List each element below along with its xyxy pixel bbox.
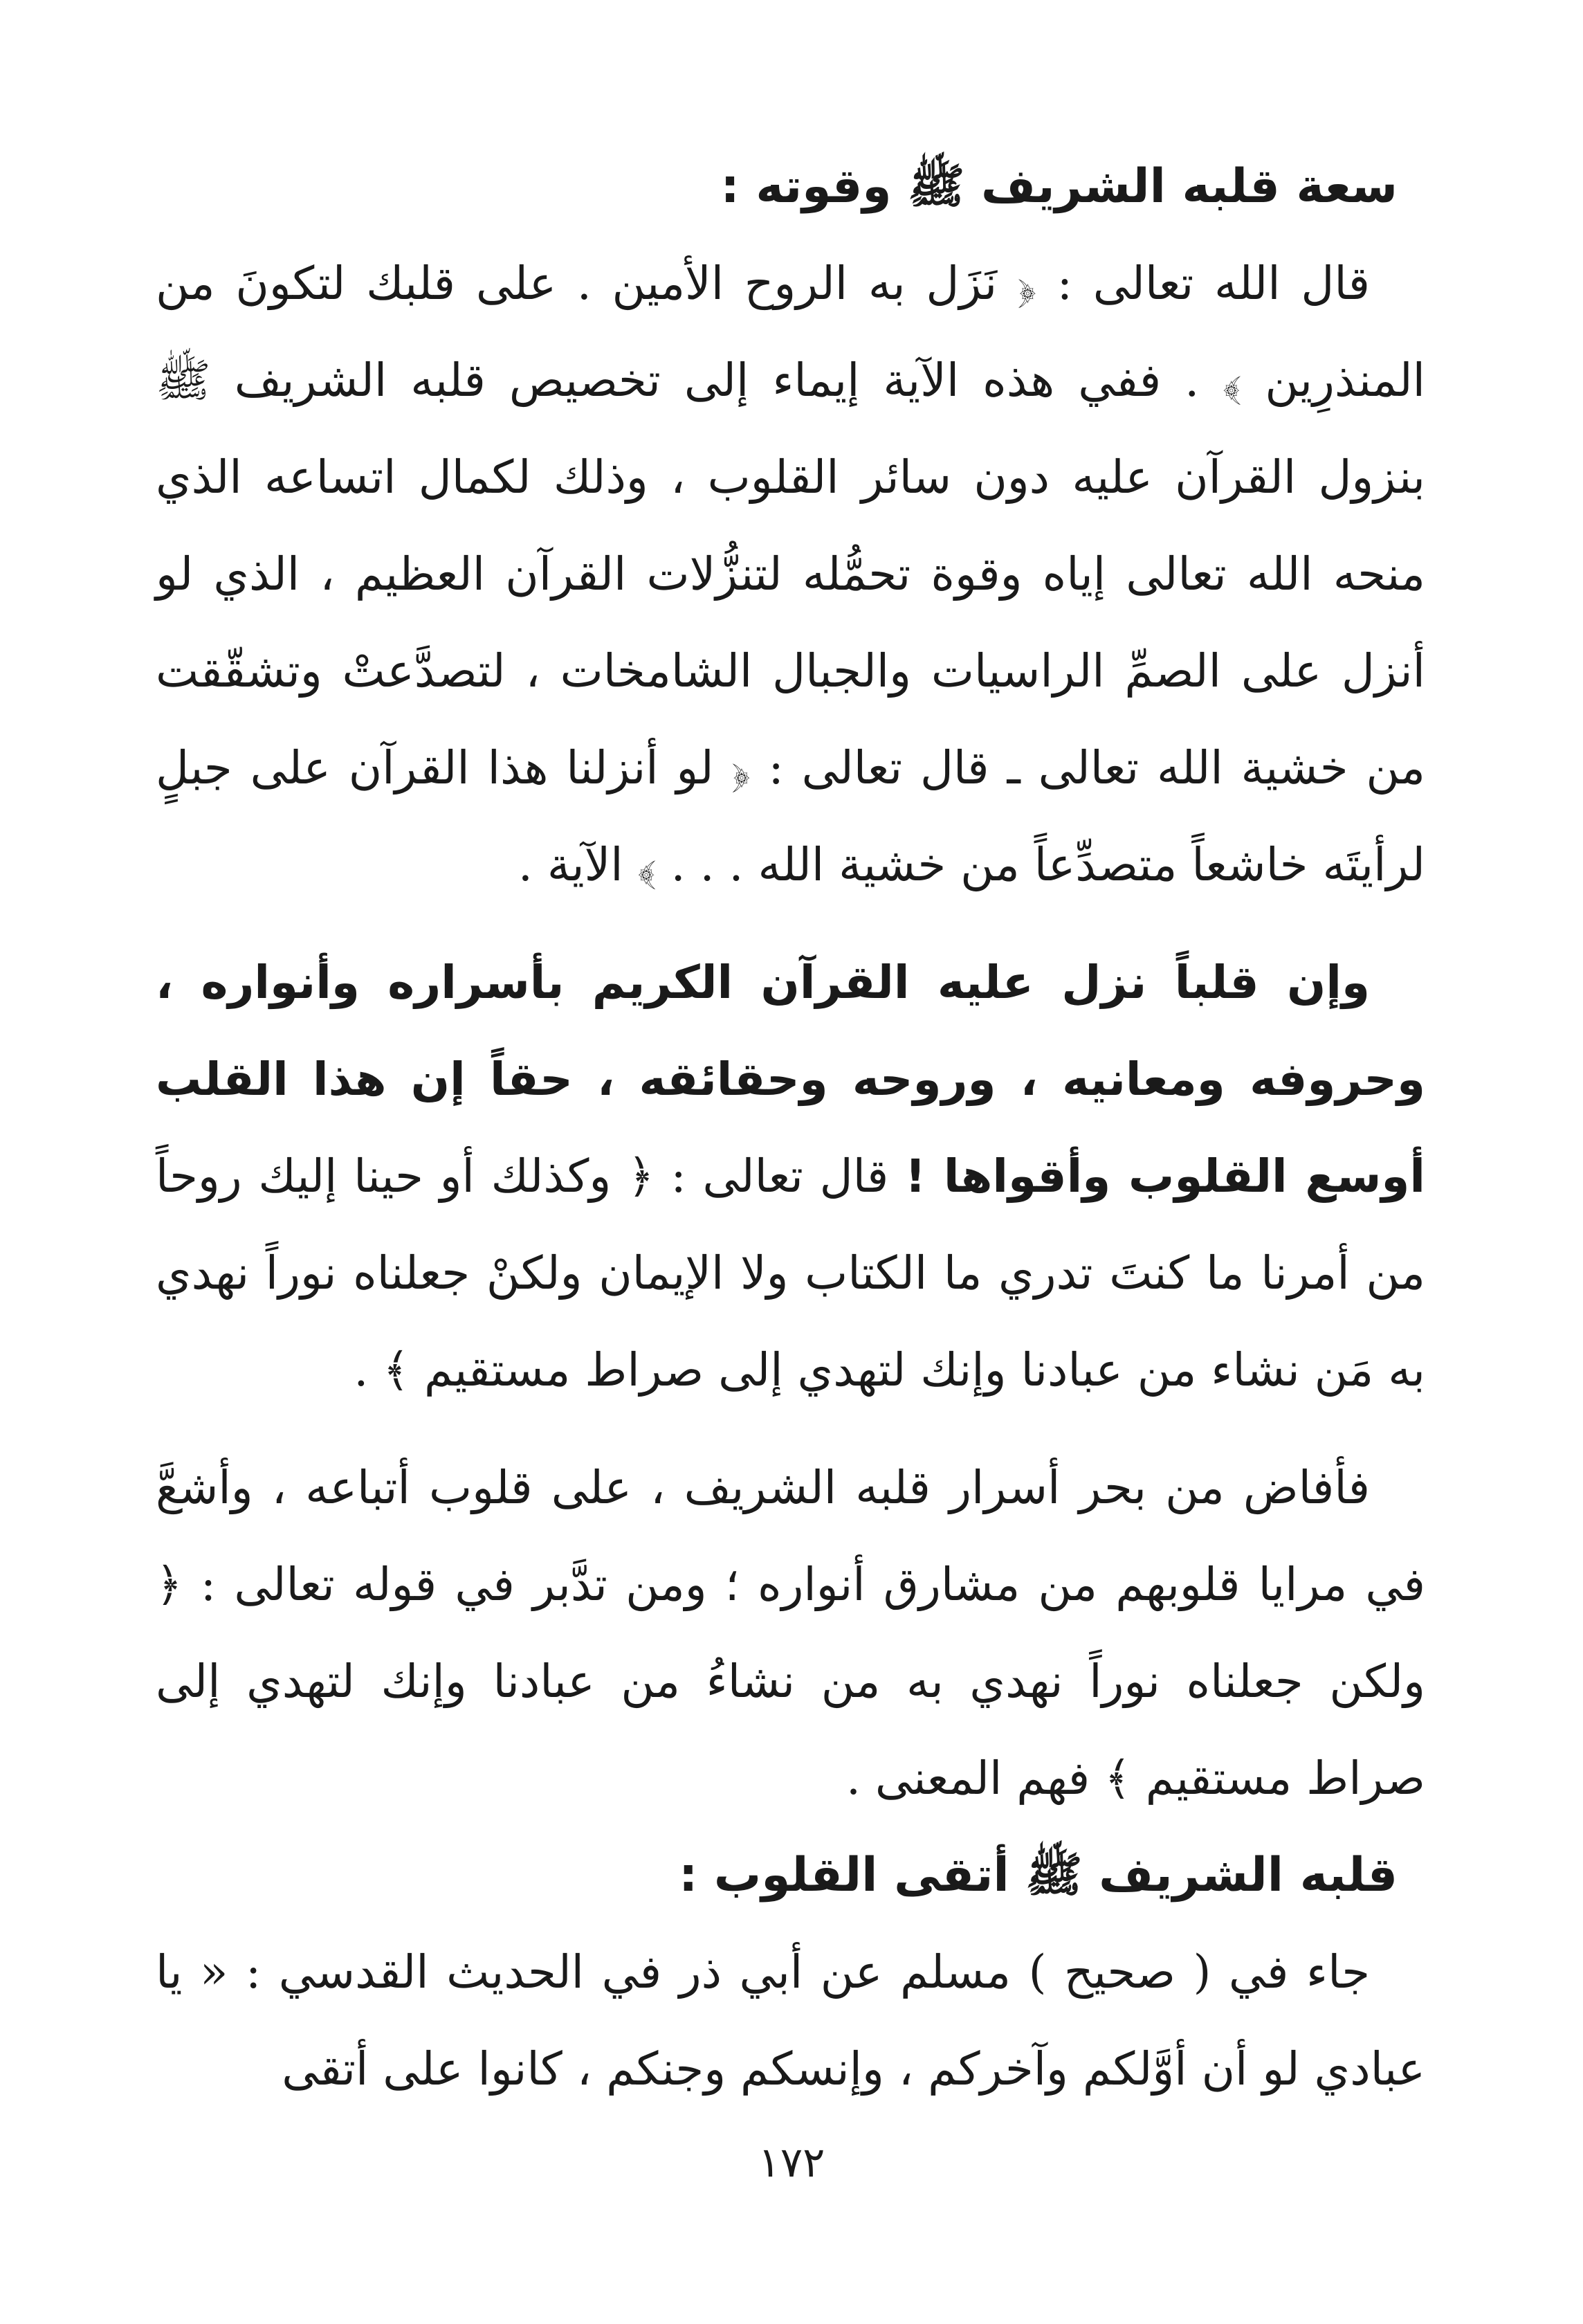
section-heading-heart-capacity: سعة قلبه الشريف ﷺ وقوته : bbox=[720, 159, 1398, 214]
section-heading-most-pious-heart: قلبه الشريف ﷺ أتقى القلوب : bbox=[679, 1848, 1398, 1903]
page-number: ١٧٢ bbox=[758, 2139, 825, 2187]
paragraph-light-of-heart: فأفاض من بحر أسرار قلبه الشريف ، على قلوب أتباعه ، وأشعَّ في مرايا قلوبهم من مشارق أنواره ؛ ومن تدَّبر في قوله تعالى : ﴿ ولكن جعلناه نوراً نهدي به من نشاءُ من عبادنا وإنك لتهدي إلى صراط مستقيم ﴾ فهم المعنى . bbox=[156, 1461, 1425, 1805]
paragraph-hadith-qudsi: جاء في ( صحيح ) مسلم عن أبي ذر في الحديث القدسي : « يا عبادي لو أن أوَّلكم وآخركم ، وإنسكم وجنكم ، كانوا على أتقى bbox=[156, 1945, 1425, 2096]
paragraph-quran-revelation: قال الله تعالى : ﴿ نَزَل به الروح الأمين . على قلبك لتكونَ من المنذرِين ﴾ . ففي هذه الآية إيماء إلى تخصيص قلبه الشريف ﷺ بنزول القرآن عليه دون سائر القلوب ، وذلك لكمال اتساعه الذي منحه الله تعالى إياه وقوة تحمُّله لتنزُّلات القرآن العظيم ، الذي لو أنزل على الصمِّ الراسيات والجبال الشامخات ، لتصدَّعتْ وتشقّقت من خشية الله تعالى ـ قال تعالى : ﴿ لو أنزلنا هذا القرآن على جبلٍ لرأيتَه خاشعاً متصدِّعاً من خشية الله . . . ﴾ الآية . bbox=[156, 257, 1425, 891]
page-body bbox=[156, 138, 1425, 2118]
paragraph-heart-strength bbox=[156, 934, 1425, 1419]
verse-quote: قال تعالى : ﴿ وكذلك أو حينا إليك روحاً من أمرنا ما كنتَ تدري ما الكتاب ولا الإيمان ولكنْ جعلناه نوراً نهدي به مَن نشاء من عبادنا وإنك لتهدي إلى صراط مستقيم ﴾ . bbox=[156, 1150, 1425, 1397]
bold-statement: وإن قلباً نزل عليه القرآن الكريم بأسراره وأنواره ، وحروفه ومعانيه ، وروحه وحقائقه ، حقاً إن هذا القلب أوسع القلوب وأقواها ! bbox=[156, 956, 1425, 1203]
